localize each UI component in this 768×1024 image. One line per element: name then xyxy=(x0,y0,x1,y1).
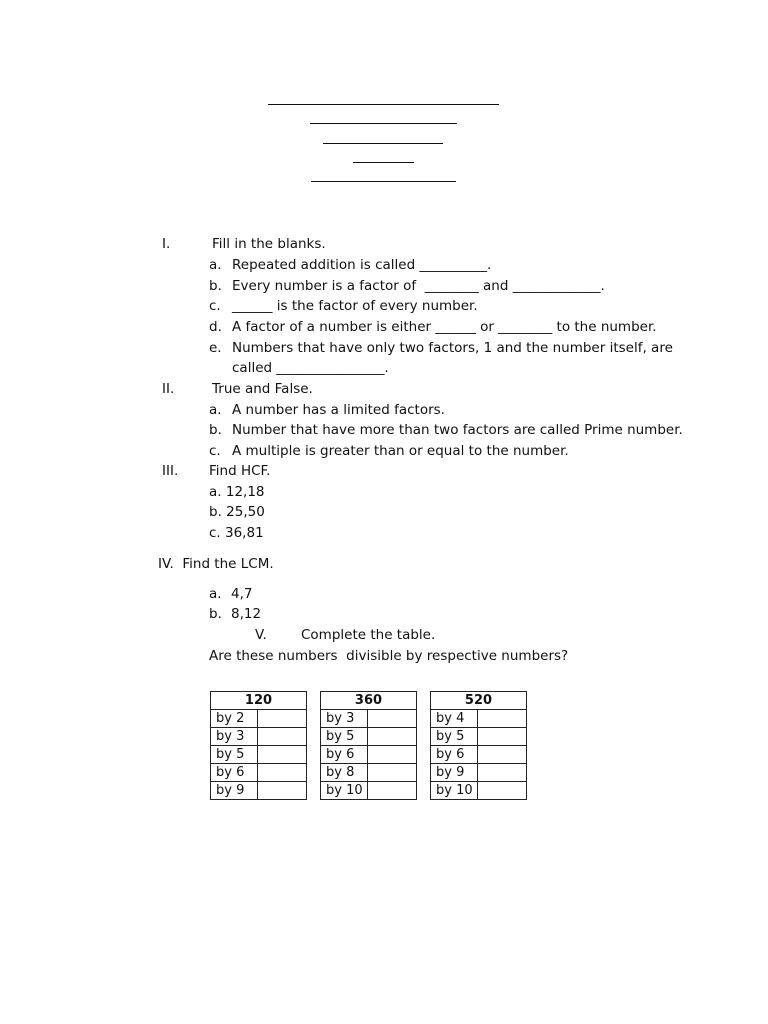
divisibility-table-520 xyxy=(430,691,527,800)
section-1-item-a-text: Repeated addition is called __________. xyxy=(232,257,492,273)
section-2-item-c-text: A multiple is greater than or equal to the number. xyxy=(232,443,569,459)
answer-cell[interactable] xyxy=(368,746,417,764)
section-1-item-c-text: ______ is the factor of every number. xyxy=(232,298,478,314)
section-2-item-b-letter: b. xyxy=(209,422,222,438)
section-1-item-e-continuation: called ________________. xyxy=(232,360,389,376)
table-row-label: by 6 xyxy=(211,764,258,782)
table-row-label: by 5 xyxy=(431,728,478,746)
answer-cell[interactable] xyxy=(478,728,527,746)
answer-cell[interactable] xyxy=(258,746,307,764)
section-2-item-a-text: A number has a limited factors. xyxy=(232,402,445,418)
answer-cell[interactable] xyxy=(258,710,307,728)
section-1-item-b-text: Every number is a factor of ________ and _____________. xyxy=(232,278,605,294)
answer-cell[interactable] xyxy=(368,782,417,800)
answer-cell[interactable] xyxy=(258,782,307,800)
answer-cell[interactable] xyxy=(478,764,527,782)
section-4-item-a-letter: a. xyxy=(209,586,222,602)
table-row-label: by 5 xyxy=(211,746,258,764)
table-row-label: by 3 xyxy=(211,728,258,746)
table-header: 360 xyxy=(321,692,417,710)
answer-cell[interactable] xyxy=(368,764,417,782)
answer-cell[interactable] xyxy=(478,746,527,764)
answer-cell[interactable] xyxy=(258,728,307,746)
table-header: 520 xyxy=(431,692,527,710)
section-1-item-e-letter: e. xyxy=(209,340,222,356)
section-1-numeral: I. xyxy=(162,236,171,252)
section-2-item-a-letter: a. xyxy=(209,402,222,418)
table-row-label: by 6 xyxy=(321,746,368,764)
answer-cell[interactable] xyxy=(478,782,527,800)
table-row-label: by 2 xyxy=(211,710,258,728)
section-4-item-b-letter: b. xyxy=(209,606,222,622)
table-row-label: by 5 xyxy=(321,728,368,746)
section-2-item-c-letter: c. xyxy=(209,443,221,459)
table-row-label: by 9 xyxy=(431,764,478,782)
header-line-1 xyxy=(268,104,499,105)
header-line-5 xyxy=(311,181,456,182)
table-row-label: by 3 xyxy=(321,710,368,728)
section-2-item-b-text: Number that have more than two factors are called Prime number. xyxy=(232,422,683,438)
divisibility-table-360 xyxy=(320,691,417,800)
section-5-title: Complete the table. xyxy=(301,627,436,643)
answer-cell[interactable] xyxy=(258,764,307,782)
section-4-item-b-text: 8,12 xyxy=(231,606,262,622)
answer-cell[interactable] xyxy=(478,710,527,728)
table-row-label: by 10 xyxy=(431,782,478,800)
header-line-4 xyxy=(353,162,414,163)
section-2-numeral: II. xyxy=(162,381,175,397)
table-header: 120 xyxy=(211,692,307,710)
section-3-item-c: c. 36,81 xyxy=(209,525,264,541)
section-1-item-b-letter: b. xyxy=(209,278,222,294)
table-row-label: by 10 xyxy=(321,782,368,800)
section-4-item-a-text: 4,7 xyxy=(231,586,253,602)
table-row-label: by 4 xyxy=(431,710,478,728)
section-3-item-b: b. 25,50 xyxy=(209,504,265,520)
section-1-item-d-text: A factor of a number is either ______ or ________ to the number. xyxy=(232,319,657,335)
section-1-item-c-letter: c. xyxy=(209,298,221,314)
section-2-title: True and False. xyxy=(212,381,313,397)
section-5-question: Are these numbers divisible by respective numbers? xyxy=(209,648,569,664)
section-5-numeral: V. xyxy=(255,627,267,643)
section-3-numeral: III. xyxy=(162,463,179,479)
header-line-3 xyxy=(323,143,443,144)
section-1-title: Fill in the blanks. xyxy=(212,236,326,252)
section-1-item-a-letter: a. xyxy=(209,257,222,273)
divisibility-table-120 xyxy=(210,691,307,800)
section-4-heading: IV. Find the LCM. xyxy=(158,556,274,572)
section-1-item-d-letter: d. xyxy=(209,319,222,335)
table-row-label: by 6 xyxy=(431,746,478,764)
answer-cell[interactable] xyxy=(368,710,417,728)
table-row-label: by 8 xyxy=(321,764,368,782)
section-3-title: Find HCF. xyxy=(209,463,271,479)
header-line-2 xyxy=(310,123,457,124)
table-row-label: by 9 xyxy=(211,782,258,800)
answer-cell[interactable] xyxy=(368,728,417,746)
section-3-item-a: a. 12,18 xyxy=(209,484,265,500)
section-1-item-e-text: Numbers that have only two factors, 1 and the number itself, are xyxy=(232,340,673,356)
